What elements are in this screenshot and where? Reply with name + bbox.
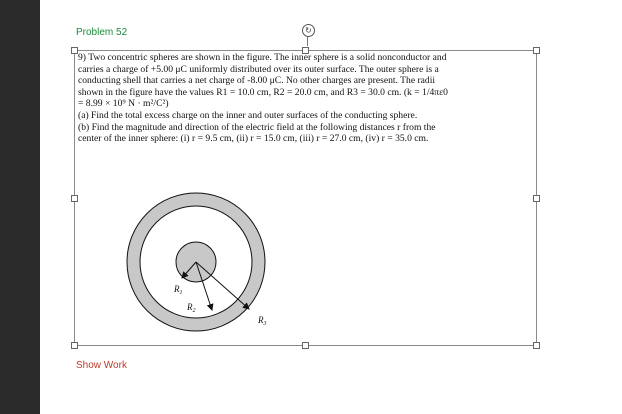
left-dark-panel — [0, 0, 40, 414]
label-r1: $R_1$ — [174, 284, 183, 296]
problem-line: = 8.99 × 10⁹ N · m²/C²) — [78, 98, 169, 110]
resize-handle-top-right[interactable] — [533, 47, 540, 54]
problem-line: center of the inner sphere: (i) r = 9.5 cm, (ii) r = 15.0 cm, (iii) r = 27.0 cm, (iv) r = 35.0 cm. — [78, 133, 429, 145]
rotate-connector — [307, 36, 308, 46]
resize-handle-bottom-right[interactable] — [533, 342, 540, 349]
problem-line: carries a charge of +5.00 μC uniformly distributed over its outer surface. The outer sphere is a — [78, 63, 439, 75]
rotate-handle-icon[interactable]: ↻ — [302, 24, 315, 37]
problem-statement — [78, 52, 534, 145]
problem-line: (a) Find the total excess charge on the inner and outer surfaces of the conducting sphere. — [78, 109, 418, 121]
resize-handle-middle-left[interactable] — [71, 195, 78, 202]
label-r3: $R_3$ — [258, 315, 267, 327]
problem-number-label: Problem 52 — [76, 27, 128, 38]
resize-handle-bottom-left[interactable] — [71, 342, 78, 349]
problem-line: 9) Two concentric spheres are shown in the figure. The inner sphere is a solid nonconductor and — [78, 52, 447, 63]
resize-handle-top-left[interactable] — [71, 47, 78, 54]
resize-handle-middle-right[interactable] — [533, 195, 540, 202]
resize-handle-bottom-middle[interactable] — [302, 342, 309, 349]
problem-line: shown in the figure have the values R1 = 10.0 cm, R2 = 20.0 cm, and R3 = 30.0 cm. (k = 1/4πε0 — [78, 86, 448, 98]
problem-line: (b) Find the magnitude and direction of the electric field at the following distances r from the — [78, 121, 436, 133]
problem-line: conducting shell that carries a net charge of -8.00 μC. No other charges are present. The radii — [78, 75, 436, 87]
concentric-spheres-figure — [124, 181, 284, 341]
label-r2: $R_2$ — [187, 302, 196, 314]
show-work-label: Show Work — [76, 360, 127, 371]
